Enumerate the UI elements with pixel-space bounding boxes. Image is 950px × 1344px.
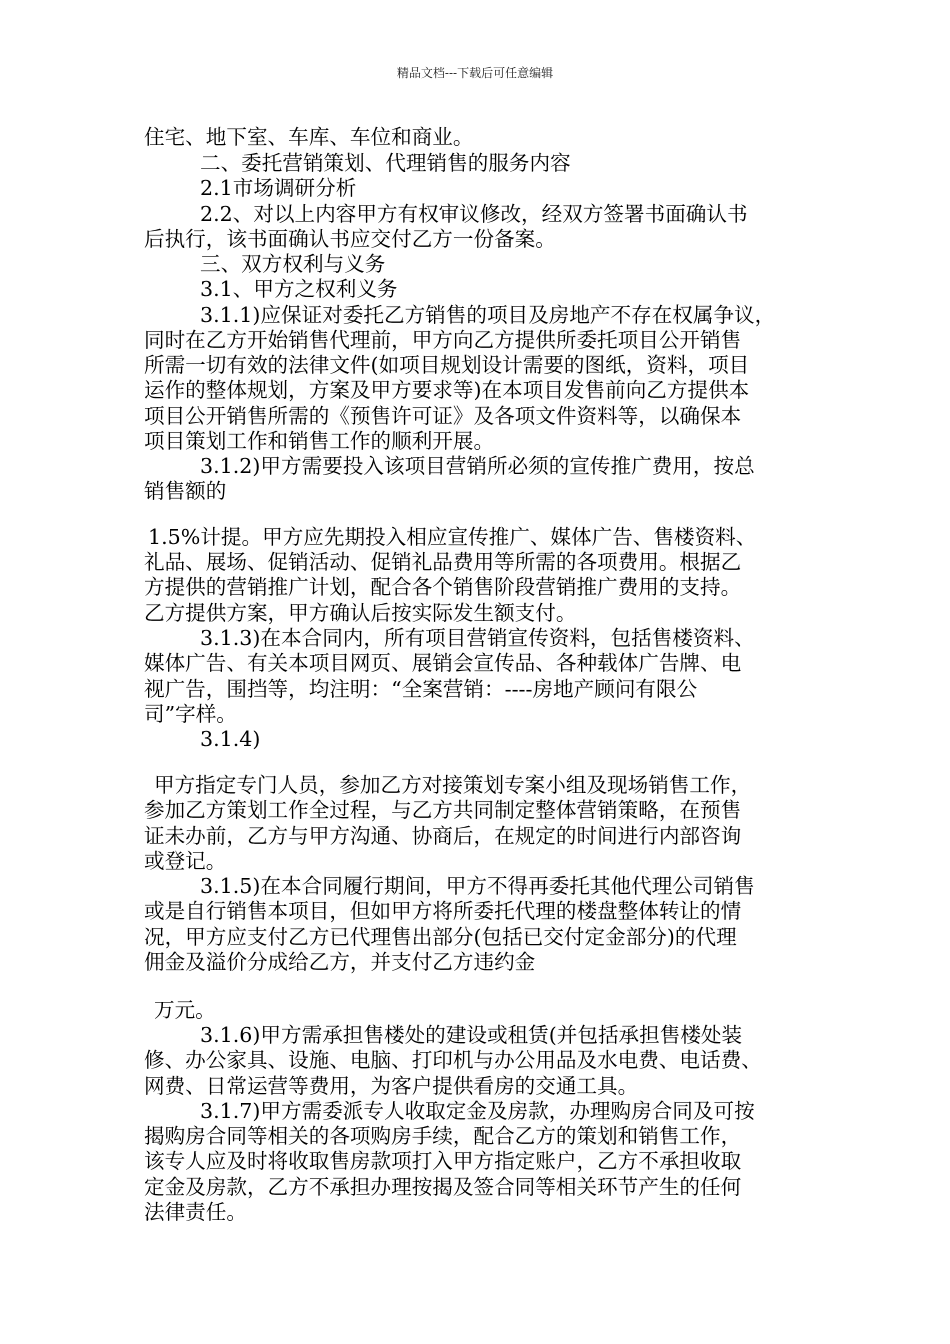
text-line: 乙方提供方案，甲方确认后按实际发生额支付。 [144,601,577,625]
text-line: 3.1.5)在本合同履行期间，甲方不得再委托其他代理公司销售 [200,874,755,898]
text-line: 3.1.6)甲方需承担售楼处的建设或租赁(并包括承担售楼处装 [200,1023,743,1047]
text-line: 住宅、地下室、车库、车位和商业。 [144,125,474,149]
text-line: 证未办前，乙方与甲方沟通、协商后，在规定的时间进行内部咨询 [144,824,742,848]
text-line: 销售额的 [144,479,227,503]
text-line: 方提供的营销推广计划，配合各个销售阶段营销推广费用的支持。 [144,575,742,599]
text-line: 项目策划工作和销售工作的顺利开展。 [144,429,495,453]
text-line: 同时在乙方开始销售代理前，甲方向乙方提供所委托项目公开销售 [144,328,742,352]
text-line: 况，甲方应支付乙方已代理售出部分(包括已交付定金部分)的代理 [144,925,737,949]
text-line: 所需一切有效的法律文件(如项目规划设计需要的图纸，资料，项目 [144,353,750,377]
subsection-heading: 2.1市场调研分析 [200,176,357,200]
text-line: 或是自行销售本项目，但如甲方将所委托代理的楼盘整体转让的情 [144,899,742,923]
text-line: 网费、日常运营等费用，为客户提供看房的交通工具。 [144,1074,639,1098]
text-line: 媒体广告、有关本项目网页、展销会宣传品、各种载体广告牌、电 [144,651,742,675]
text-line: 修、办公家具、设施、电脑、打印机与办公用品及水电费、电话费、 [144,1048,762,1072]
section-heading: 三、双方权利与义务 [200,252,386,276]
text-line: 佣金及溢价分成给乙方，并支付乙方违约金 [144,950,536,974]
page-header: 精品文档---下载后可任意编辑 [396,66,554,80]
text-line: 万元。 [154,998,216,1022]
text-line: 定金及房款，乙方不承担办理按揭及签合同等相关环节产生的任何 [144,1175,742,1199]
text-line: 3.1.2)甲方需要投入该项目营销所必须的宣传推广费用，按总 [200,454,755,478]
text-line: 2.2、对以上内容甲方有权审议修改，经双方签署书面确认书 [200,202,748,226]
text-line: 司”字样。 [144,702,237,726]
text-line: 3.1.7)甲方需委派专人收取定金及房款，办理购房合同及可按 [200,1099,755,1123]
text-line: 3.1.1)应保证对委托乙方销售的项目及房地产不存在权属争议， [200,303,776,327]
text-line: 甲方指定专门人员，参加乙方对接策划专案小组及现场销售工作， [154,773,752,797]
text-line: 3.1.4) [200,727,261,751]
text-line: 视广告，围挡等，均注明：“全案营销：----房地产顾问有限公 [144,677,698,701]
section-heading: 二、委托营销策划、代理销售的服务内容 [200,151,571,175]
text-line: 参加乙方策划工作全过程，与乙方共同制定整体营销策略，在预售 [144,798,742,822]
text-line: 运作的整体规划，方案及甲方要求等)在本项目发售前向乙方提供本 [144,378,750,402]
text-line: 项目公开销售所需的《预售许可证》及各项文件资料等，以确保本 [144,404,742,428]
text-line: 后执行，该书面确认书应交付乙方一份备案。 [144,227,556,251]
subsection-heading: 3.1、甲方之权利义务 [200,277,398,301]
text-line: 法律责任。 [144,1200,247,1224]
text-line: 或登记。 [144,849,227,873]
text-line: 3.1.3)在本合同内，所有项目营销宣传资料，包括售楼资料、 [200,626,755,650]
text-line: 1.5%计提。甲方应先期投入相应宣传推广、媒体广告、售楼资料、 [148,525,757,549]
text-line: 礼品、展场、促销活动、促销礼品费用等所需的各项费用。根据乙 [144,550,742,574]
text-line: 揭购房合同等相关的各项购房手续，配合乙方的策划和销售工作， [144,1124,742,1148]
text-line: 该专人应及时将收取售房款项打入甲方指定账户，乙方不承担收取 [144,1149,742,1173]
